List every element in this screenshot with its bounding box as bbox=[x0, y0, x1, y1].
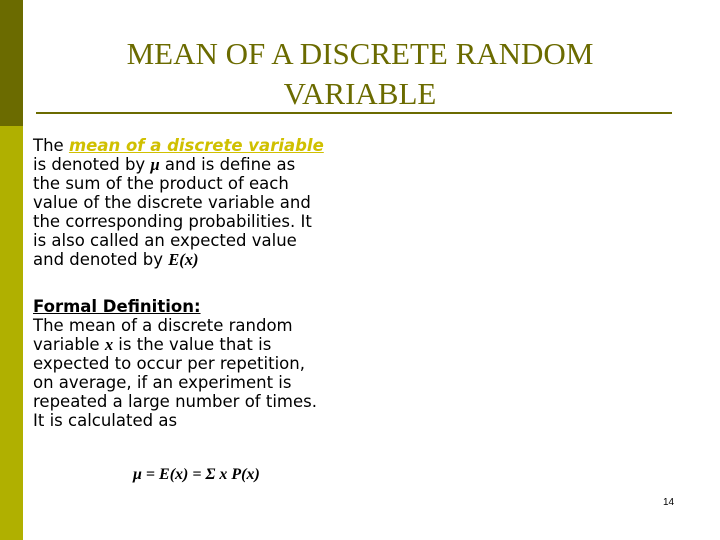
mu-symbol: μ bbox=[150, 155, 160, 174]
paragraph-line: is denoted by μ and is define as bbox=[33, 155, 296, 174]
slide-title-line1: MEAN OF A DISCRETE RANDOM bbox=[126, 36, 594, 71]
paragraph-line: The mean of a discrete variable bbox=[33, 136, 324, 155]
title-underline-rule bbox=[36, 112, 672, 114]
paragraph-line: expected to occur per repetition, bbox=[33, 354, 305, 373]
paragraph-line: value of the discrete variable and bbox=[33, 193, 311, 212]
paragraph-line: repeated a large number of times. bbox=[33, 392, 317, 411]
paragraph-line: The mean of a discrete random bbox=[33, 316, 293, 335]
expected-value-symbol: E(x) bbox=[168, 250, 199, 269]
sidebar-accent-top bbox=[0, 0, 23, 126]
paragraph-line: It is calculated as bbox=[33, 411, 178, 430]
paragraph-line: variable x is the value that is bbox=[33, 335, 272, 354]
formal-definition-heading: Formal Definition: bbox=[33, 297, 201, 316]
highlighted-term: mean of a discrete variable bbox=[68, 136, 324, 155]
slide-title-line2: VARIABLE bbox=[283, 76, 437, 111]
sidebar-accent-bar bbox=[0, 0, 23, 540]
page-number: 14 bbox=[663, 497, 675, 508]
mean-formula: μ = E(x) = Σ x P(x) bbox=[133, 466, 260, 483]
paragraph-line: the sum of the product of each bbox=[33, 174, 289, 193]
paragraph-line: is also called an expected value bbox=[33, 231, 297, 250]
sidebar-accent-bottom bbox=[0, 126, 23, 540]
x-symbol: x bbox=[104, 335, 114, 354]
definition-paragraph bbox=[33, 136, 324, 269]
paragraph-line: and denoted by E(x) bbox=[33, 250, 199, 269]
formal-definition-paragraph bbox=[33, 297, 317, 430]
paragraph-line: on average, if an experiment is bbox=[33, 373, 292, 392]
slide-title bbox=[60, 34, 660, 114]
paragraph-line: the corresponding probabilities. It bbox=[33, 212, 312, 231]
